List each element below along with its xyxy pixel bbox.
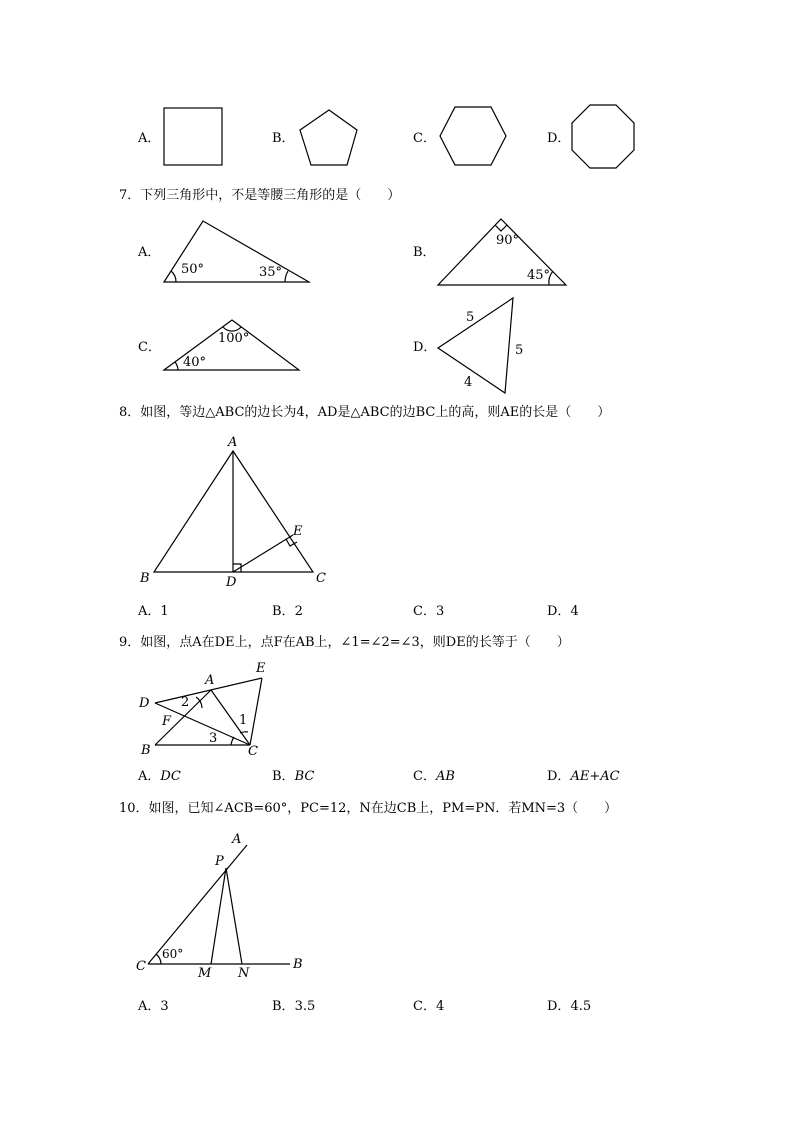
- q10-option-a: A．3: [138, 999, 169, 1014]
- q7-question-text: 7．下列三角形中，不是等腰三角形的是（ ）: [119, 188, 401, 203]
- q8-question-text: 8．如图，等边△ABC的边长为4，AD是△ABC的边BC上的高，则AE的长是（ ）: [119, 405, 611, 420]
- q9-point-b: B: [141, 743, 151, 758]
- q7-c-angle-label-top: 100°: [218, 331, 250, 346]
- q9-point-a: A: [205, 673, 215, 688]
- q7-d-side-label-bottom: 4: [464, 375, 473, 390]
- q9-option-b: B．BC: [272, 769, 315, 784]
- q7-c-angle-arc-left: [175, 362, 178, 370]
- q10-option-d: D．4.5: [547, 999, 592, 1014]
- q8-point-b: B: [140, 571, 150, 586]
- q7-d-triangle: [438, 298, 513, 393]
- q8-point-a: A: [228, 435, 238, 450]
- q9-angle-label-1: 1: [239, 713, 248, 728]
- q10-point-n: N: [238, 966, 250, 981]
- q6-option-b-letter: B．: [272, 131, 295, 146]
- q9-angle-arc-1: [240, 732, 248, 733]
- q6-hexagon-shape: [440, 107, 506, 165]
- q9-angle-arc-3: [231, 737, 234, 745]
- q10-segment-pn: [226, 868, 242, 964]
- q7-a-angle-arc-left: [171, 271, 176, 282]
- q10-option-b: B．3.5: [272, 999, 316, 1014]
- q8-option-d: D．4: [547, 604, 579, 619]
- q6-pentagon-shape: [300, 110, 357, 165]
- q10-point-c: C: [136, 959, 146, 974]
- q7-b-angle-label-top: 90°: [496, 233, 520, 248]
- q7-option-c-letter: C．: [138, 340, 161, 355]
- q7-b-right-angle-mark: [495, 225, 507, 231]
- q9-point-c: C: [248, 744, 258, 759]
- q10-point-p: P: [215, 854, 224, 869]
- q7-b-angle-label-right: 45°: [527, 268, 551, 283]
- q9-point-d: D: [139, 696, 150, 711]
- q10-point-a: A: [232, 832, 242, 847]
- q9-option-a: A．DC: [138, 769, 181, 784]
- q8-point-d: D: [226, 575, 237, 590]
- q7-option-a-letter: A．: [138, 245, 161, 260]
- q8-option-c: C．3: [413, 604, 445, 619]
- q8-point-e: E: [293, 524, 303, 539]
- q7-a-angle-label-right: 35°: [259, 265, 283, 280]
- q8-option-b: B．2: [272, 604, 303, 619]
- q9-option-d: D．AE+AC: [547, 769, 620, 784]
- q8-option-a: A．1: [138, 604, 169, 619]
- q6-octagon-shape: [572, 105, 634, 168]
- q10-segment-pm: [211, 868, 226, 964]
- q9-angle-label-3: 3: [209, 731, 218, 746]
- q7-d-side-label-right: 5: [515, 343, 524, 358]
- q6-option-d-letter: D．: [547, 131, 571, 146]
- q10-point-b: B: [293, 957, 303, 972]
- q6-square-shape: [164, 108, 222, 165]
- q7-option-b-letter: B．: [413, 245, 436, 260]
- q8-segment-de: [233, 535, 293, 572]
- q9-point-f: F: [162, 714, 172, 729]
- q6-option-c-letter: C．: [413, 131, 436, 146]
- q6-option-a-letter: A．: [138, 131, 161, 146]
- q9-point-e: E: [256, 661, 266, 676]
- q10-question-text: 10．如图，已知∠ACB=60°，PC=12，N在边CB上，PM=PN．若MN=3（ ）: [119, 801, 618, 816]
- q9-question-text: 9．如图，点A在DE上，点F在AB上，∠1=∠2=∠3，则DE的长等于（ ）: [119, 635, 570, 650]
- q9-angle-label-2: 2: [181, 695, 190, 710]
- q7-c-angle-label-left: 40°: [183, 355, 207, 370]
- q10-point-m: M: [198, 966, 212, 981]
- q9-segment-ec: [250, 678, 262, 745]
- q10-option-c: C．4: [413, 999, 445, 1014]
- q7-a-angle-label-left: 50°: [181, 262, 205, 277]
- q8-point-c: C: [316, 571, 326, 586]
- q7-option-d-letter: D．: [413, 340, 437, 355]
- q10-angle-arc: [156, 954, 161, 964]
- q7-d-side-label-top: 5: [466, 310, 475, 325]
- q10-angle-label: 60°: [162, 947, 184, 961]
- q9-option-c: C．AB: [413, 769, 455, 784]
- q7-a-angle-arc-right: [285, 271, 288, 282]
